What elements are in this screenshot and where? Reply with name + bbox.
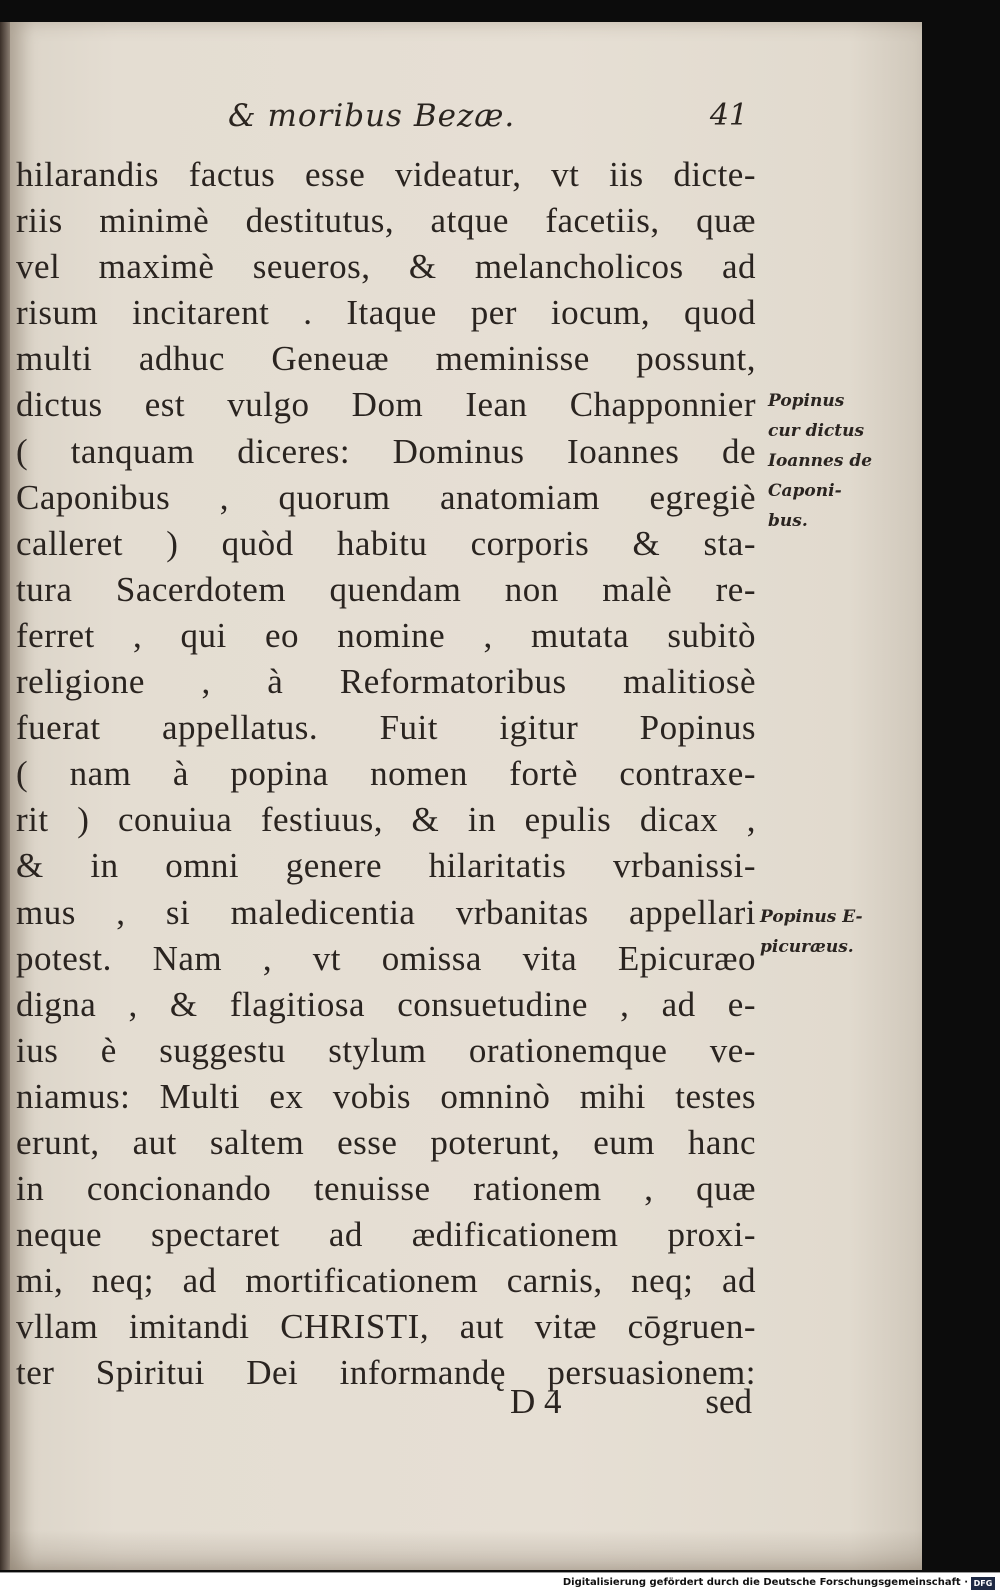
running-head bbox=[228, 98, 748, 148]
text-line: niamus: Multi ex vobis omninò mihi testes bbox=[16, 1076, 756, 1116]
text-line: ( nam à popina nomen fortè contraxe- bbox=[16, 754, 756, 794]
text-line: riis minimè destitutus, atque facetiis, quæ bbox=[16, 201, 756, 241]
marginal-note-line: cur dictus bbox=[768, 421, 865, 441]
text-line: calleret ) quòd habitu corporis & sta- bbox=[16, 523, 756, 563]
marginal-note-line: picuræus. bbox=[760, 937, 854, 957]
main-text bbox=[16, 152, 756, 1397]
text-line: vllam imitandi CHRISTI, aut vitæ cōgruen- bbox=[16, 1307, 756, 1347]
text-line: multi adhuc Geneuæ meminisse possunt, bbox=[16, 339, 756, 379]
marginal-note-line: bus. bbox=[768, 511, 808, 531]
text-line: ius è suggestu stylum orationemque ve- bbox=[16, 1030, 756, 1070]
text-line: potest. Nam , vt omissa vita Epicuræo bbox=[16, 938, 756, 978]
text-line: Caponibus , quorum anatomiam egregiè bbox=[16, 477, 756, 517]
dfg-logo: DFG bbox=[971, 1577, 995, 1590]
text-line: hilarandis factus esse videatur, vt iis dicte- bbox=[16, 155, 756, 194]
viewer-footer bbox=[0, 1572, 1000, 1595]
marginal-note-line: Popinus E- bbox=[760, 907, 863, 927]
text-line: in concionando tenuisse rationem , quæ bbox=[16, 1169, 756, 1209]
marginal-note-line: Ioannes de bbox=[768, 451, 873, 471]
text-line: digna , & flagitiosa consuetudine , ad e- bbox=[16, 984, 756, 1024]
text-line: dictus est vulgo Dom Iean Chapponnier bbox=[16, 385, 756, 425]
text-line: ( tanquam diceres: Dominus Ioannes de bbox=[16, 431, 756, 471]
text-line: risum incitarent . Itaque per iocum, quod bbox=[16, 293, 756, 333]
text-line: mi, neq; ad mortificationem carnis, neq; ad bbox=[16, 1261, 756, 1301]
text-line: ferret , qui eo nomine , mutata subitò bbox=[16, 615, 756, 655]
text-line: tura Sacerdotem quendam non malè re- bbox=[16, 569, 756, 609]
running-title: & moribus Bezæ. bbox=[228, 98, 516, 134]
marginal-note-2 bbox=[760, 902, 900, 962]
text-line: & in omni genere hilaritatis vrbanissi- bbox=[16, 846, 756, 886]
marginal-note-line: Popinus bbox=[768, 391, 845, 411]
text-line: religione , à Reformatoribus malitiosè bbox=[16, 662, 756, 702]
text-line: ter Spiritui Dei informandę persuasionem: bbox=[16, 1353, 756, 1393]
text-line: neque spectaret ad ædificationem proxi- bbox=[16, 1215, 756, 1255]
page-edge bbox=[0, 22, 10, 1570]
signature-mark: D 4 bbox=[510, 1382, 562, 1421]
funding-credit: Digitalisierung gefördert durch die Deutsche Forschungsgemeinschaft · bbox=[562, 1577, 968, 1588]
text-line: rit ) conuiua festiuus, & in epulis dicax , bbox=[16, 800, 756, 840]
marginal-note-line: Caponi- bbox=[768, 481, 842, 501]
marginal-note-1 bbox=[768, 386, 898, 536]
text-line: fuerat appellatus. Fuit igitur Popinus bbox=[16, 708, 756, 748]
text-line: mus , si maledicentia vrbanitas appellari bbox=[16, 892, 756, 932]
text-line: erunt, aut saltem esse poterunt, eum hanc bbox=[16, 1122, 756, 1162]
catchword: sed bbox=[705, 1382, 752, 1421]
page-number: 41 bbox=[709, 98, 748, 133]
text-line: vel maximè seueros, & melancholicos ad bbox=[16, 247, 756, 287]
